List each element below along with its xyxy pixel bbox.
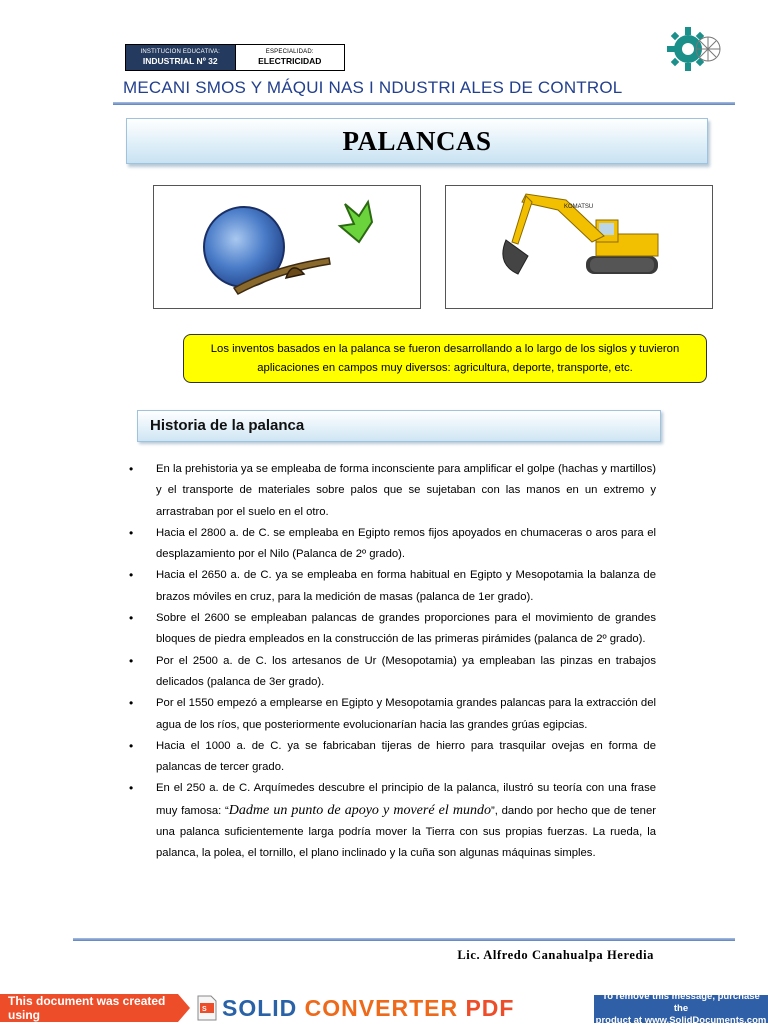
header-divider — [113, 102, 735, 105]
author-name: Lic. Alfredo Canahualpa Heredia — [457, 948, 654, 962]
footer-divider — [73, 938, 735, 941]
list-item: • Hacia el 2800 a. de C. se empleaba en Egipto remos fijos apoyados en chumaceras o aros para el desplazamiento por el Nilo (Palanca de 2º grado). — [127, 523, 656, 566]
list-item: • Por el 1550 empezó a emplearse en Egipto y Mesopotamia grandes palancas para la extracción del agua de los ríos, que posteriormente evolucionarían hacia las grandes grúas egipcias. — [127, 693, 656, 736]
list-item: • Sobre el 2600 se empleaban palancas de grandes proporciones para el movimiento de grandes bloques de piedra empleados en la construcción de las primeras pirámides (palanca de 2º grado). — [127, 608, 656, 651]
page-title: PALANCAS — [342, 125, 492, 156]
pdf-document-icon — [196, 995, 218, 1021]
list-item: • Por el 2500 a. de C. los artesanos de Ur (Mesopotamia) ya empleaban las pinzas en trabajos delicados (palanca de 3er grado). — [127, 651, 656, 694]
excavator-brand: KOMATSU — [564, 204, 594, 210]
course-title: MECANI SMOS Y MÁQUI NAS I NDUSTRI ALES DE CONTROL — [123, 78, 623, 97]
remove-line-2: product at www.SolidDocuments.com — [595, 1015, 767, 1026]
history-list — [127, 459, 656, 865]
header-info-box — [125, 44, 345, 71]
brand-converter: CONVERTER — [304, 995, 459, 1021]
svg-text:S: S — [202, 1006, 207, 1013]
callout-text: Los inventos basados en la palanca se fueron desarrollando a lo largo de los siglos y tuvieron aplicaciones en campos muy diversos: agricultura, deporte, transporte, etc. — [210, 342, 680, 374]
specialty-label: ESPECIALIDAD: — [265, 49, 314, 55]
solid-converter-brand[interactable] — [222, 995, 514, 1022]
institution-label: INSTITUCION EDUCATIVA: — [140, 49, 220, 55]
list-item: • En la prehistoria ya se empleaba de forma inconsciente para amplificar el golpe (hachas y martillos) y el transporte de materiales sobre palos que se sujetaban con las manos en un extremo y arrastraban por el suelo en el otro. — [127, 459, 656, 523]
archimedes-text-before: En el 250 a. de C. Arquímedes descubre el principio de la palanca, ilustró su teoría con una frase muy famosa: “ — [156, 782, 656, 817]
institution-value: INDUSTRIAL Nº 32 — [142, 56, 218, 66]
list-item: • Hacia el 1000 a. de C. ya se fabricaban tijeras de hierro para trasquilar ovejas en forma de palancas de tercer grado. — [127, 736, 656, 779]
section-title: Historia de la palanca — [150, 417, 305, 434]
ball-lever-illustration — [153, 185, 421, 309]
list-item: • Hacia el 2650 a. de C. ya se empleaba en forma habitual en Egipto y Mesopotamia la balanza de brazos móviles en cruz, para la medición de masas (palanca de 1er grado). — [127, 565, 656, 608]
specialty-value: ELECTRICIDAD — [258, 56, 322, 66]
section-header — [137, 410, 661, 442]
brand-solid: SOLID — [222, 995, 298, 1021]
institution-cell — [126, 45, 235, 70]
excavator-photo — [445, 185, 713, 309]
remove-message-link[interactable] — [594, 991, 768, 1026]
banner-arrow-icon — [178, 994, 190, 1022]
archimedes-quote: Dadme un punto de apoyo y moveré el mundo — [228, 802, 491, 818]
intro-callout — [183, 334, 707, 383]
main-title-box — [126, 118, 708, 164]
school-logo-icon — [664, 18, 726, 80]
specialty-cell — [235, 45, 345, 70]
archimedes-text-after: ”, dando por hecho que de tener una palanca suficientemente larga podría mover la Tierra con sus propias fuerzas. La rueda, la palanca, la polea, el tornillo, el plano inclinado y la cuña son algunas máquinas simples. — [156, 804, 656, 860]
list-item-archimedes — [127, 778, 656, 864]
brand-pdf: PDF — [465, 995, 515, 1021]
created-using-text: This document was created using — [0, 994, 178, 1022]
remove-line-1: To remove this message, purchase the — [602, 991, 760, 1014]
